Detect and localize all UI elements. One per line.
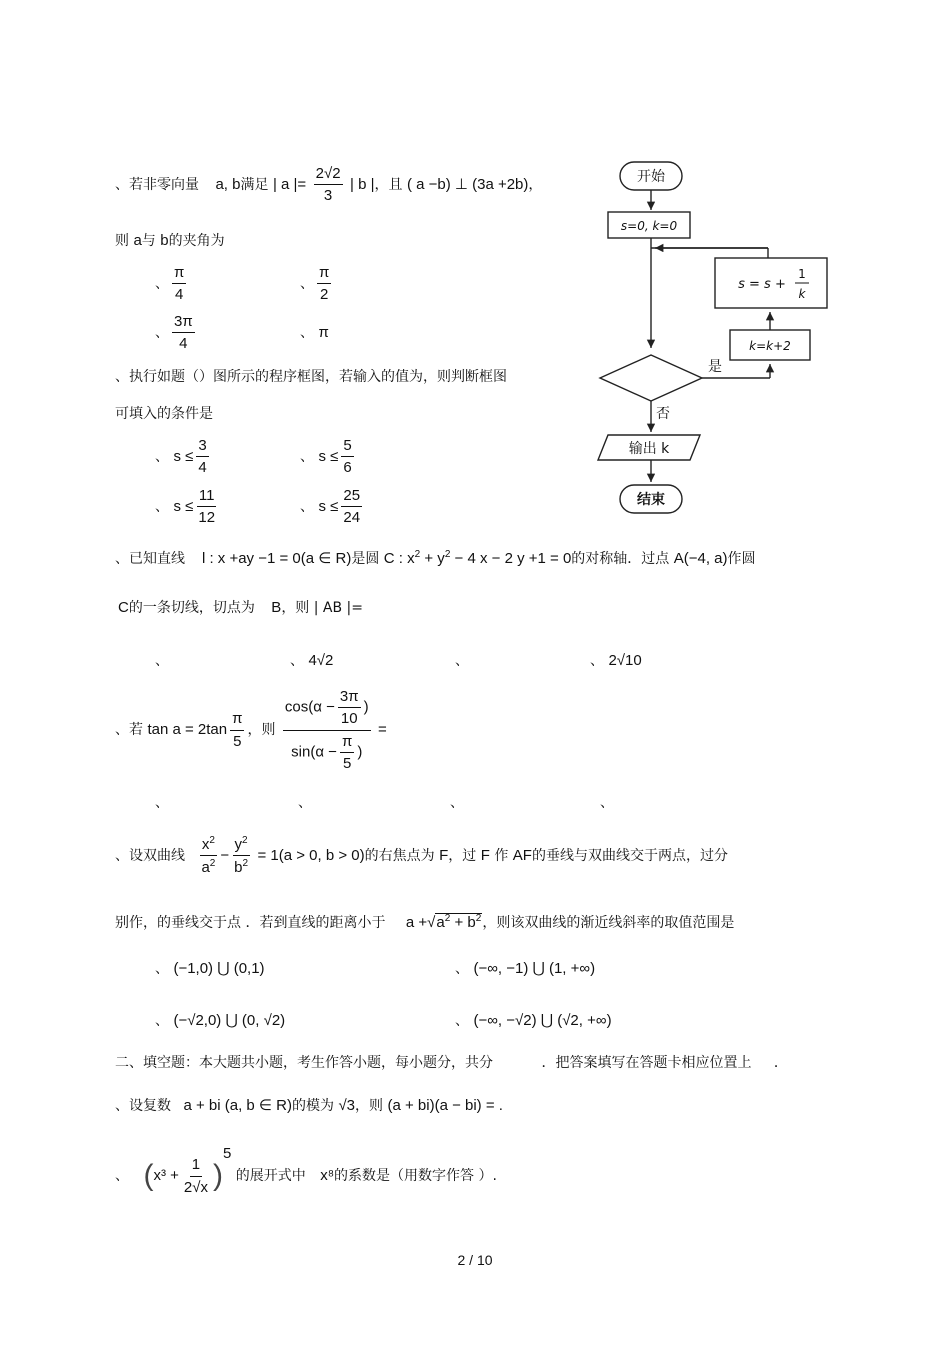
no-label: 否 [656,406,670,422]
q7-line: 、 (x³ + $\frac{1}{2√x}$ )$^5$ 的展开式中 x⁸的系数是（用数字作答 ）. [115,1145,497,1196]
q5-prefix: 、设双曲线 [115,847,185,864]
q3-line-eq: l : x +ay −1 = 0(a ∈ R) [189,550,352,567]
q5-option-c[interactable]: 、 (−√2,0) ⋃ (0, √2) [155,1012,286,1029]
q2-line2: 可填入的条件是 [115,406,213,422]
page-number: 2 / 10 [457,1252,493,1268]
q1-opt1-num: π [172,264,186,284]
q7-text: 的展开式中 [235,1168,306,1184]
output-label: 输出 k [628,441,670,457]
q5-f1: F [439,846,449,864]
q1-vars: a, b [215,175,241,193]
decision-node [600,355,702,401]
q1-ask-a: a [133,232,142,249]
q4-option-d[interactable]: 、 [600,795,614,811]
q1-opt3-num: 3π [172,313,195,333]
q5-line2 [115,912,734,932]
q2-opt3-den: 12 [198,509,216,527]
q5-opt4: (−∞, −√2) ⋃ (√2, +∞) [473,1012,612,1029]
q5-option-b[interactable]: 、 (−∞, −1) ⋃ (1, +∞) [455,960,596,977]
q3-post: 作圆 [727,551,756,567]
q3-pre: 、已知直线 [115,551,185,567]
q5-line2-pre: 别作，的垂线交于点 ．若到直线的距离小于 [115,915,386,931]
q4-big-frac: cos(α − $\frac{3\pi}{10}$ ) sin(α − $\frac{\pi}{5}$ ) [284,688,369,772]
section2-heading [115,1052,788,1072]
q5-f2: F [480,846,490,864]
q3-ask: ，则 | AB |= [281,600,364,616]
q6-prefix: 、设复数 [115,1098,171,1114]
q7-x3: x³ + [153,1167,179,1184]
q4-option-c[interactable]: 、 [450,795,464,811]
q3-line1 [115,548,756,568]
q1-line2 [115,230,225,250]
q4-num-frac-den: 10 [340,710,358,728]
q4-equals: = [378,721,387,738]
q5-dist-expr: $a +√a^2 + b^2$ [405,913,482,931]
q2-option-a[interactable]: 、 s ≤ $\frac{3}{4}$ [155,437,207,477]
q3-is: 是圆 [351,551,380,567]
q6-ask: (a + bi)(a − bi) = . [387,1097,503,1114]
q7-den: 2√x [183,1178,208,1196]
q4-num: cos(α − [284,698,335,716]
q5-line1-post: 的垂线与双曲线交于两点，过分 [531,847,728,864]
q7-power: 5 [222,1145,232,1162]
q5-line1: 、设双曲线 $\frac{x^2}{a^2}$ − $\frac{y^2}{b^2}$ = 1(a > 0, b > 0)的右焦点为 F，过 F 作 AF的垂线与双曲线交于两点，过分 [115,835,728,877]
start-label: 开始 [637,169,665,185]
flowchart [590,150,840,530]
q2-opt3-num: 11 [197,487,217,507]
section2-heading-text: 二、填空题：本大题共小题，考生作答小题，每小题分，共分 [115,1055,493,1071]
q5-through: ，过 [448,847,477,864]
update-s-num: 1 [798,267,806,281]
q1-option-a[interactable]: 、 $\frac{\pi}{4}$ [155,264,185,304]
q1-opt2-den: 2 [320,286,329,304]
q4-option-b[interactable]: 、 [298,795,312,811]
q3-option-a[interactable]: 、 [155,653,169,669]
end-label: 结束 [637,492,665,508]
q1-cond-label: 满足 [240,176,269,193]
q7-one: 1 [190,1156,202,1176]
q2-option-b[interactable]: 、 s ≤ $\frac{5}{6}$ [300,437,352,477]
q1-option-b[interactable]: 、 $\frac{\pi}{2}$ [300,264,330,304]
q3-b: B [271,599,282,616]
q4-den: sin(α − [291,743,337,761]
q4-prefix: 、若 [115,722,143,738]
section2-heading-post: ．把答案填写在答题卡相应位置上 [541,1055,752,1071]
q3-option-b[interactable]: 、 4√2 [290,652,334,669]
q1-prefix: 、若非零向量 [115,176,199,193]
q1-and: ，且 [374,176,403,193]
q3-line2 [118,597,363,617]
yes-label: 是 [708,359,722,375]
q1-norm-b: | b | [350,175,375,193]
q4-pi: π [230,710,244,730]
update-s-den: k [798,287,806,301]
q7-post: 的系数是（用数字作答 ）. [334,1168,497,1184]
q3-option-c[interactable]: 、 [455,653,469,669]
q2-opt4-num: 25 [341,487,362,507]
q4-then: ，则 [247,722,276,738]
section2-dot: ． [773,1055,788,1071]
q5-focus: 的右焦点为 [364,847,435,864]
q1-ask-pre: 则 [115,233,129,249]
q3-point: A(−4, a) [673,550,728,567]
q2-opt2-den: 6 [343,459,352,477]
q1-opt2-num: π [317,264,331,284]
q4-num-frac-num: 3π [338,688,361,708]
q5-option-d[interactable]: 、 (−∞, −√2) ⋃ (√2, +∞) [455,1012,612,1029]
q3-opt2: 4√2 [308,652,334,669]
q4-five: 5 [233,732,242,750]
q3-option-d[interactable]: 、 2√10 [590,652,642,669]
q6-expr: a + bi (a, b ∈ R) [183,1097,292,1114]
q1-option-d[interactable]: 、 π [300,324,329,341]
q6-line [115,1095,503,1115]
q1-perp: ( a −b) ⊥ (3a +2b) [406,175,529,193]
q1-opt4: π [318,324,329,341]
q6-sqrt3: √3 [338,1097,356,1114]
q7-x8: x⁸ [320,1167,335,1184]
q7-prefix: 、 [115,1168,129,1184]
q1-line1: 、若非零向量 a, b满足 | a |= $\frac{2√2}{3}$ | b |，且 ( a −b) ⊥ (3a +2b)， [115,165,543,205]
q2-line1: 、执行如题（）图所示的程序框图，若输入的值为，则判断框图 [115,369,507,385]
q1-opt3-den: 4 [179,335,188,353]
q2-opt2-num: 5 [341,437,353,457]
q3-circle-eq: C : $x^2 + y^2 - 4$ x − 2 y +1 = 0 [383,549,572,567]
q2-opt1-den: 4 [198,459,207,477]
q4-den-frac-den: 5 [342,754,352,772]
q4-option-a[interactable]: 、 [155,795,169,811]
q1-option-c[interactable]: 、 $\frac{3\pi}{4}$ [155,313,193,353]
q1-norm-eq: | a |= [272,175,307,193]
init-label: s=0, k=0 [620,219,678,233]
q1-ask-b: b [160,232,169,249]
q3-text: 的一条切线，切点为 [128,600,255,616]
q5-line2-post: ，则该双曲线的渐近线斜率的取值范围是 [482,915,735,931]
update-k-label: k=k+2 [749,339,791,353]
q1-ask-post: 的夹角为 [168,233,225,249]
q2-opt1-num: 3 [196,437,208,457]
q2-option-c[interactable]: 、 s ≤ $\frac{11}{12}$ [155,487,216,527]
q4-line [115,688,387,772]
q1-opt1-den: 4 [175,286,184,304]
q6-mod: 的模为 [291,1098,334,1114]
q1-ask-mid: 与 [141,233,156,249]
q1-frac: $\frac{2√2}{3}$ [315,165,341,205]
q2-option-d[interactable]: 、 s ≤ $\frac{25}{24}$ [300,487,361,527]
q5-opt2: (−∞, −1) ⋃ (1, +∞) [473,960,596,977]
q3-c: C [118,599,129,616]
update-s-label: s = s + [738,277,786,292]
q5-af: AF [512,846,532,864]
q5-cond: = 1(a > 0, b > 0) [257,846,365,864]
q4-tan: tan a = 2tan [147,721,228,738]
q5-make: 作 [494,847,509,864]
q5-option-a[interactable]: 、 (−1,0) ⋃ (0,1) [155,960,265,977]
q5-opt3: (−√2,0) ⋃ (0, √2) [173,1012,286,1029]
q6-then: ，则 [355,1098,384,1114]
q5-opt1: (−1,0) ⋃ (0,1) [173,960,265,977]
q3-axis: 的对称轴．过点 [571,551,670,567]
q3-opt4: 2√10 [608,652,642,669]
q2-opt4-den: 24 [343,509,361,527]
q4-den-frac-num: π [340,733,354,753]
